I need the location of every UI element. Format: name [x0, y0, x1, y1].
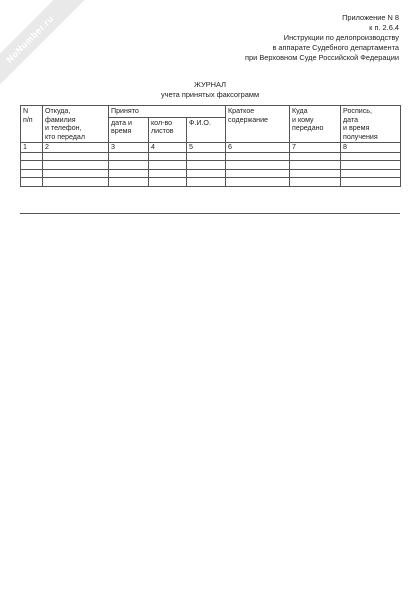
table-header-row [21, 106, 401, 118]
header-cell-summary: Краткое содержание [226, 106, 290, 143]
column-number-row [21, 143, 401, 153]
header-cell-destination: Куда и кому передано [290, 106, 341, 143]
header-cell-number: N п/п [21, 106, 43, 143]
appendix-header [245, 13, 399, 63]
title-subtitle: учета принятых факсограмм [160, 90, 260, 99]
column-number: 5 [187, 143, 226, 153]
header-cell-received: Принято [109, 106, 226, 118]
divider [20, 213, 400, 214]
header-cell-datetime: дата и время [109, 117, 149, 143]
column-number: 7 [290, 143, 341, 153]
header-line: Приложение N 8 [342, 13, 399, 22]
table-row [21, 178, 401, 187]
table-row [21, 169, 401, 178]
column-number: 6 [226, 143, 290, 153]
journal-table [20, 105, 401, 187]
title-main: ЖУРНАЛ [194, 80, 226, 89]
header-cell-source: Откуда, фамилия и телефон, кто передал [43, 106, 109, 143]
header-cell-name: Ф.И.О. [187, 117, 226, 143]
column-number: 1 [21, 143, 43, 153]
column-number: 4 [149, 143, 187, 153]
column-number: 3 [109, 143, 149, 153]
header-line: в аппарате Судебного департамента [272, 43, 399, 52]
journal-title [0, 80, 420, 100]
column-number: 2 [43, 143, 109, 153]
header-cell-sheets: кол-во листов [149, 117, 187, 143]
header-cell-signature: Роспись, дата и время получения [341, 106, 401, 143]
header-line: к п. 2.6.4 [369, 23, 399, 32]
column-number: 8 [341, 143, 401, 153]
watermark-text: NoNumber.ru [4, 13, 56, 65]
header-line: Инструкции по делопроизводству [283, 33, 399, 42]
table-row [21, 152, 401, 161]
header-line: при Верховном Суде Российской Федерации [245, 53, 399, 62]
table-row [21, 161, 401, 170]
